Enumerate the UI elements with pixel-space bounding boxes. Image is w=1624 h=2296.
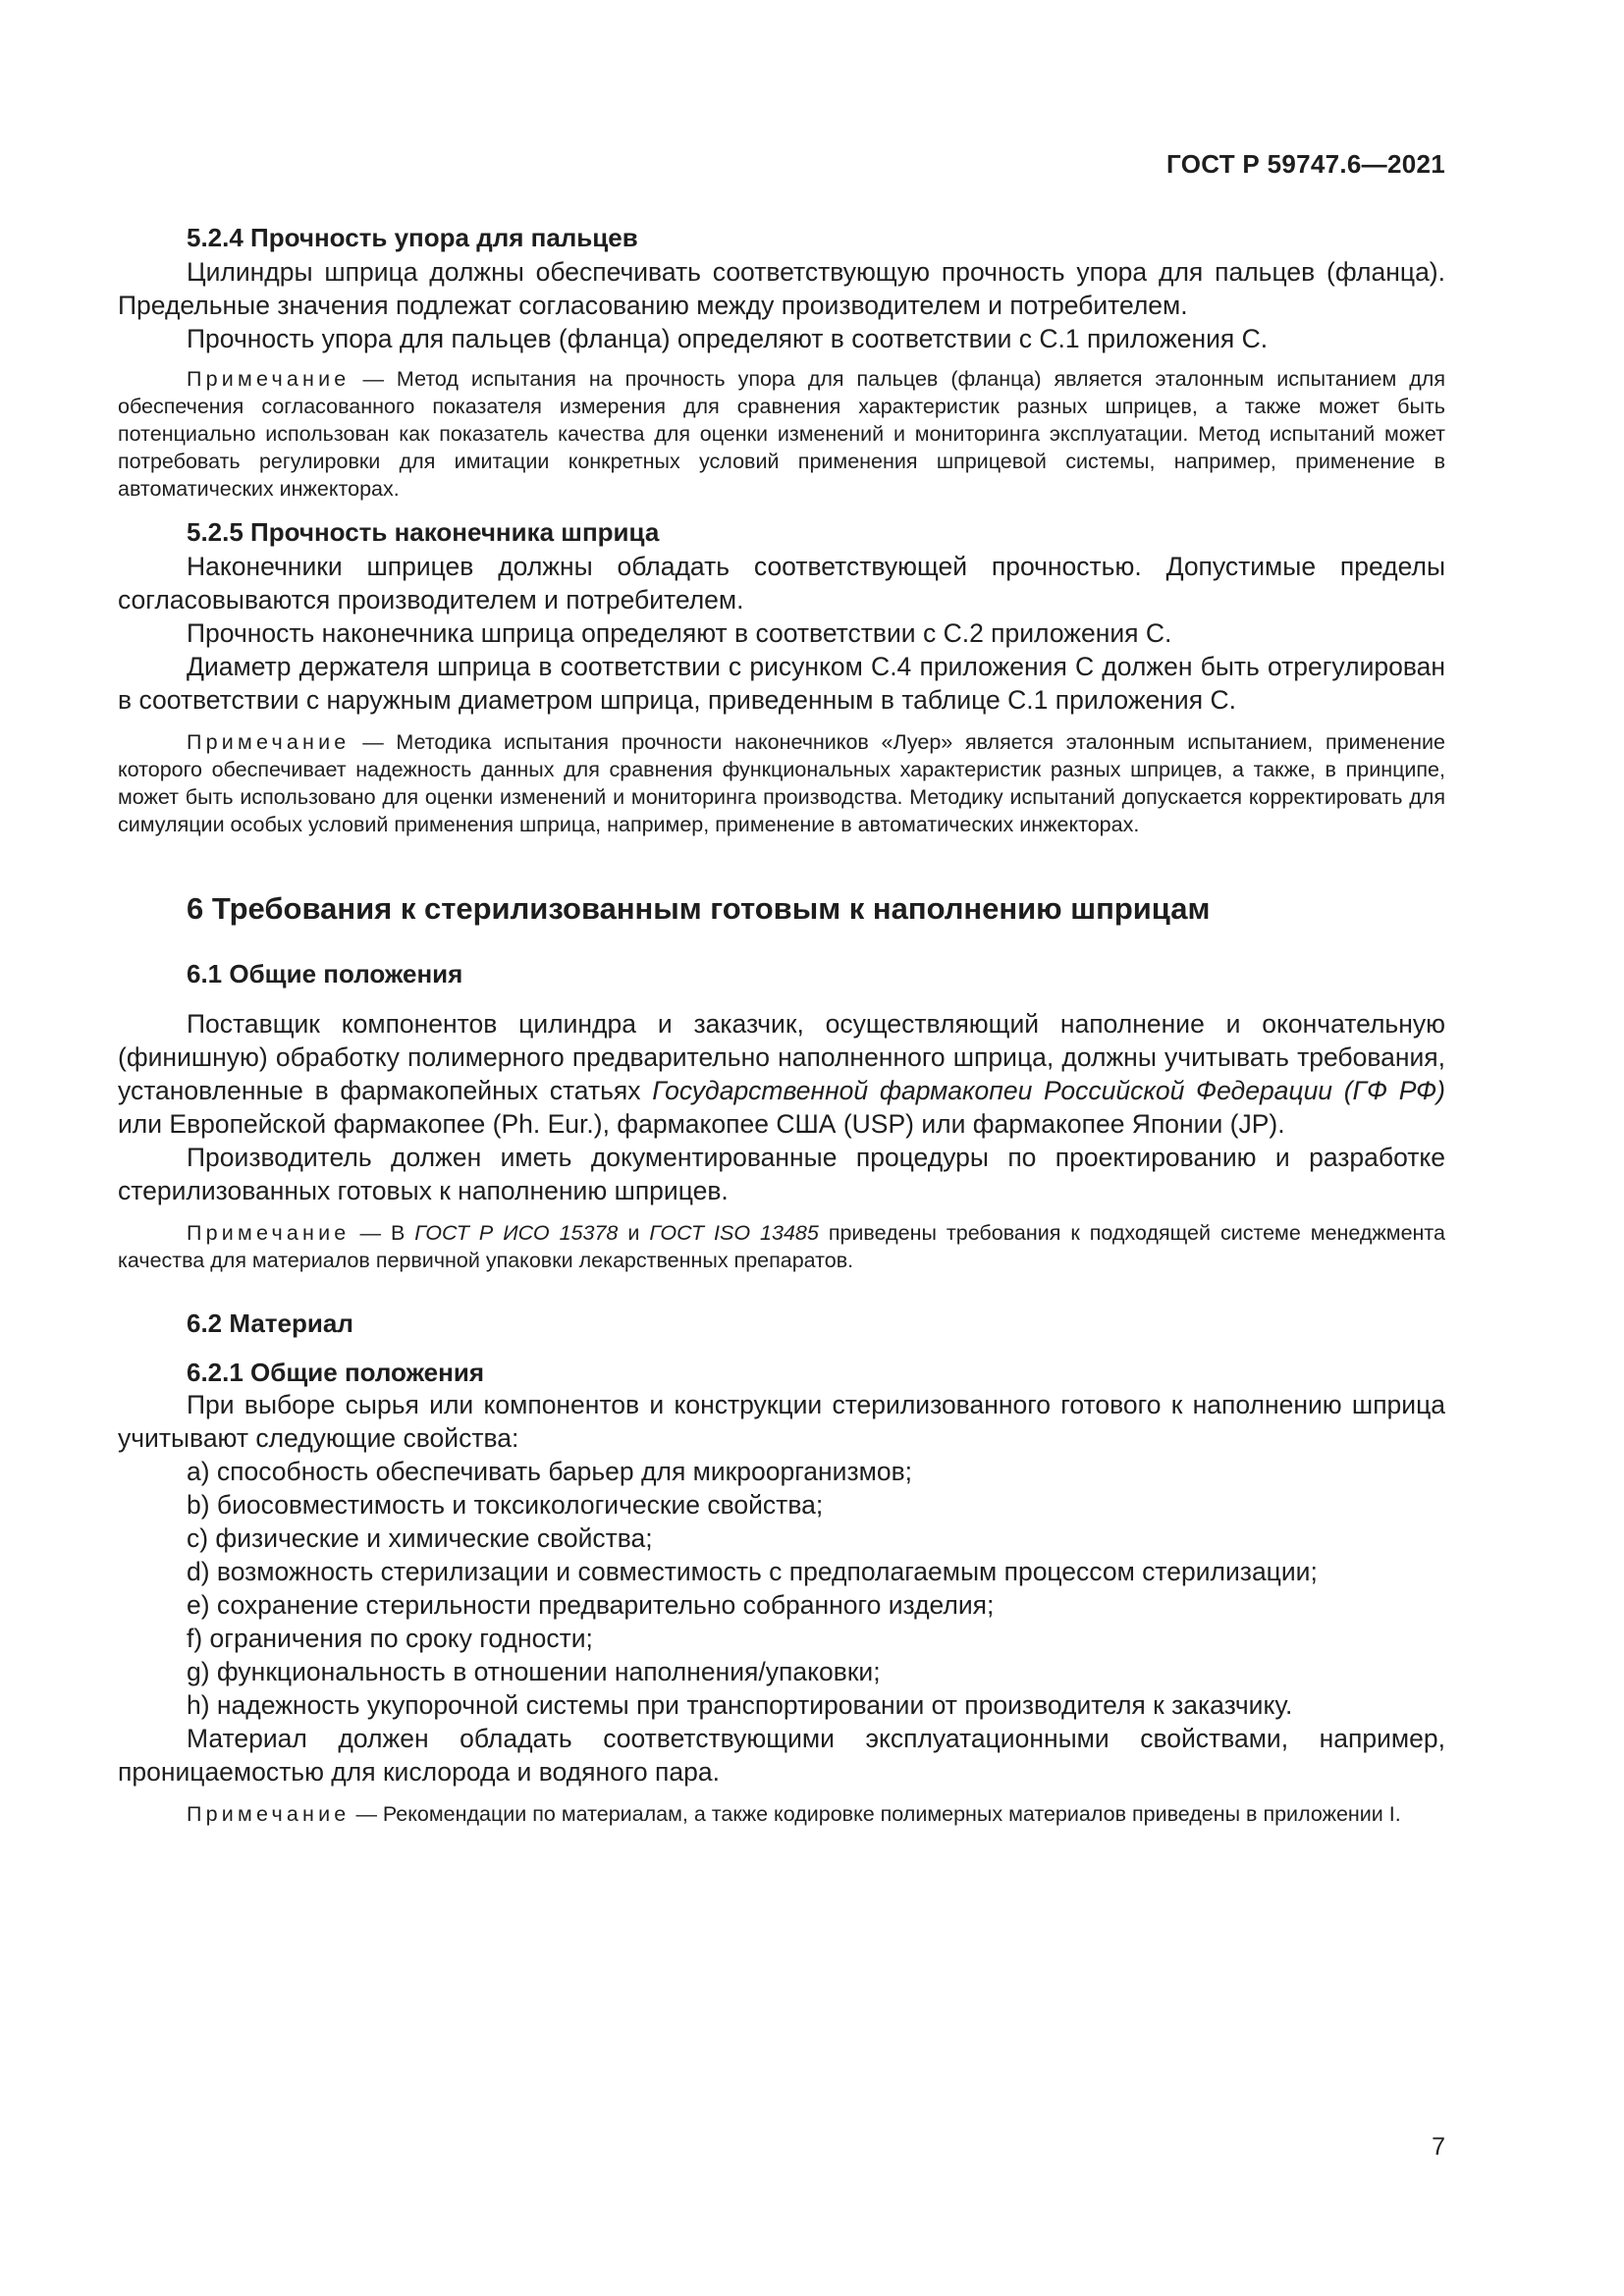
note-label: Примечание	[187, 1802, 351, 1826]
list-item: e) сохранение стерильности предварительно собранного изделия;	[187, 1590, 995, 1620]
note-label: Примечание	[187, 730, 351, 754]
section-6-2-1-title: 6.2.1 Общие положения	[187, 1358, 484, 1387]
section-5-2-5-paragraph-3: Диаметр держателя шприца в соответствии с рисунком С.4 приложения С должен быть отрегулирован в соответствии с наружным диаметром шприца, приведенным в таблице С.1 приложения С.	[118, 652, 1445, 715]
section-5-2-4-paragraph-2: Прочность упора для пальцев (фланца) определяют в соответствии с C.1 приложения С.	[187, 324, 1269, 353]
list-item: f) ограничения по сроку годности;	[187, 1624, 593, 1653]
section-6-2-1-intro: При выборе сырья или компонентов и конструкции стерилизованного готового к наполнению шприца учитывают следующие свойства:	[118, 1390, 1445, 1453]
text-run-italic: Государственной фармакопеи Российской Федерации (ГФ РФ)	[652, 1076, 1445, 1105]
note-text: — Методика испытания прочности наконечников «Луер» является эталонным испытанием, применение которого обеспечивает надежность данных для сравнения функциональных характеристик разных шприцев, а также, в принципе, может быть использовано для оценки изменений и мониторинга производства. Методику испытаний допускается корректировать для симуляции особых условий применения шприца, например, применение в автоматических инжекторах.	[118, 730, 1445, 836]
text-run: Поставщик компонентов цилиндра и заказчик, осуществляющий наполнение и окончательную (финишную) обработку полимерного предварительно наполненного шприца, должны учитывать требования, установленные в фармакопейных статьях	[118, 1009, 1445, 1105]
section-6-1-title: 6.1 Общие положения	[187, 959, 463, 988]
section-6-title: 6 Требования к стерилизованным готовым к наполнению шприцам	[187, 891, 1211, 926]
note-text: — Метод испытания на прочность упора для пальцев (фланца) является эталонным испытанием для обеспечения согласованного показателя измерения для сравнения характеристик разных шприцев, а также может быть потенциально использован как показатель качества для оценки изменений и мониторинга эксплуатации. Метод испытаний может потребовать регулировки для имитации конкретных условий применения шприцевой системы, например, применение в автоматических инжекторах.	[118, 367, 1445, 501]
section-6-1-paragraph-1	[118, 1007, 1445, 1141]
section-5-2-4-paragraph-1: Цилиндры шприца должны обеспечивать соответствующую прочность упора для пальцев (фланца). Предельные значения подлежат согласованию между производителем и потребителем.	[118, 257, 1445, 320]
list-item: b) биосовместимость и токсикологические свойства;	[187, 1490, 824, 1520]
page-content	[118, 222, 1445, 1828]
section-6-2-title: 6.2 Материал	[187, 1308, 353, 1338]
page-number: 7	[1432, 2133, 1445, 2161]
section-5-2-5-title: 5.2.5 Прочность наконечника шприца	[187, 517, 660, 547]
list-item: c) физические и химические свойства;	[187, 1523, 653, 1553]
list-item: a) способность обеспечивать барьер для микроорганизмов;	[187, 1457, 913, 1486]
text-run: — В	[359, 1221, 415, 1245]
document-id-header: ГОСТ Р 59747.6—2021	[1166, 149, 1445, 179]
note-label: Примечание	[187, 367, 351, 391]
section-5-2-5-paragraph-1: Наконечники шприцев должны обладать соответствующей прочностью. Допустимые пределы согласовываются производителем и потребителем.	[118, 552, 1445, 614]
text-run: или Европейской фармакопее (Ph. Eur.), фармакопее США (USP) или фармакопее Японии (JP).	[118, 1109, 1285, 1139]
section-6-2-1-closing-paragraph: Материал должен обладать соответствующими эксплуатационными свойствами, например, проницаемостью для кислорода и водяного пара.	[118, 1724, 1445, 1787]
note-text: — Рекомендации по материалам, а также кодировке полимерных материалов приведены в приложении I.	[355, 1802, 1401, 1826]
section-6-2-1-note	[118, 1800, 1445, 1828]
section-5-2-5-paragraph-2: Прочность наконечника шприца определяют в соответствии с C.2 приложения С.	[187, 618, 1172, 648]
note-label: Примечание	[187, 1221, 351, 1245]
list-item: g) функциональность в отношении наполнения/упаковки;	[187, 1657, 881, 1686]
section-5-2-5-note	[118, 728, 1445, 838]
section-6-1-note	[118, 1219, 1445, 1274]
section-5-2-4-note	[118, 365, 1445, 503]
list-item: d) возможность стерилизации и совместимость с предполагаемым процессом стерилизации;	[187, 1557, 1318, 1586]
text-run: и	[618, 1221, 650, 1245]
text-run: приведены требования к подходящей системе менеджмента качества для материалов первичной упаковки лекарственных препаратов.	[118, 1221, 1445, 1272]
standard-reference: ГОСТ ISO 13485	[649, 1221, 819, 1245]
list-item: h) надежность укупорочной системы при транспортировании от производителя к заказчику.	[187, 1690, 1293, 1720]
standard-reference: ГОСТ Р ИСО 15378	[414, 1221, 619, 1245]
section-5-2-4-title: 5.2.4 Прочность упора для пальцев	[187, 223, 638, 252]
section-6-1-paragraph-2: Производитель должен иметь документированные процедуры по проектированию и разработке стерилизованных готовых к наполнению шприцев.	[118, 1143, 1445, 1205]
